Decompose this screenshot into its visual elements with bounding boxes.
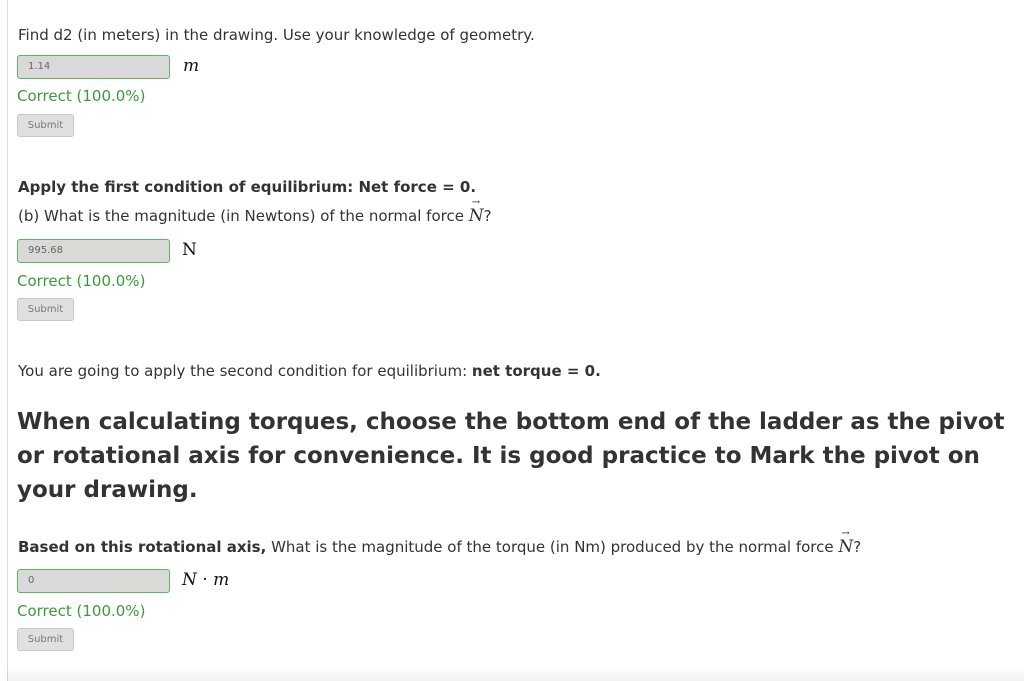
q2-status: Correct (100.0%) — [17, 272, 146, 290]
left-border — [7, 0, 8, 681]
q3-prompt-bold: Based on this rotational axis, — [18, 538, 267, 556]
q3-status: Correct (100.0%) — [17, 602, 146, 620]
normal-force-vector — [468, 197, 484, 226]
q3-intro-bold: net torque = 0. — [471, 362, 601, 380]
q3-answer-input[interactable]: 0 — [17, 569, 170, 593]
q2-submit-button[interactable]: Submit — [17, 298, 74, 321]
vector-symbol: N — [468, 206, 484, 226]
q1-unit: m — [183, 56, 200, 76]
torque-instructions: When calculating torques, choose the bottom end of the ladder as the pivot or rotational axis for convenience. It is good practice to Mark the pivot on your drawing. — [17, 409, 1005, 503]
q2-prompt-end: ? — [483, 207, 492, 225]
q3-prompt-end: ? — [853, 538, 862, 556]
q3-prompt-text: What is the magnitude of the torque (in Nm) produced by the normal force — [266, 538, 839, 556]
q3-unit: N · m — [182, 570, 230, 590]
vector-symbol: N — [838, 537, 854, 557]
q3-submit-button[interactable]: Submit — [17, 628, 74, 651]
q3-intro-text: You are going to apply the second condition for equilibrium: — [18, 362, 472, 380]
vector-arrow-icon: → — [841, 528, 850, 539]
q1-prompt: Find d2 (in meters) in the drawing. Use your knowledge of geometry. — [18, 26, 535, 44]
q3-intro — [18, 362, 601, 380]
q2-unit: N — [182, 240, 197, 260]
q1-submit-button[interactable]: Submit — [17, 114, 74, 137]
vector-arrow-icon: → — [471, 197, 481, 208]
q2-prompt — [18, 197, 492, 226]
q2-heading: Apply the first condition of equilibrium: Net force = 0. — [18, 178, 477, 196]
normal-force-vector — [838, 528, 854, 557]
q2-prompt-text: (b) What is the magnitude (in Newtons) of the normal force — [18, 207, 469, 225]
q1-status: Correct (100.0%) — [17, 87, 146, 105]
bottom-shadow — [7, 667, 1024, 681]
q1-answer-input[interactable]: 1.14 — [17, 55, 170, 79]
q3-prompt — [18, 528, 862, 557]
q2-answer-input[interactable]: 995.68 — [17, 239, 170, 263]
